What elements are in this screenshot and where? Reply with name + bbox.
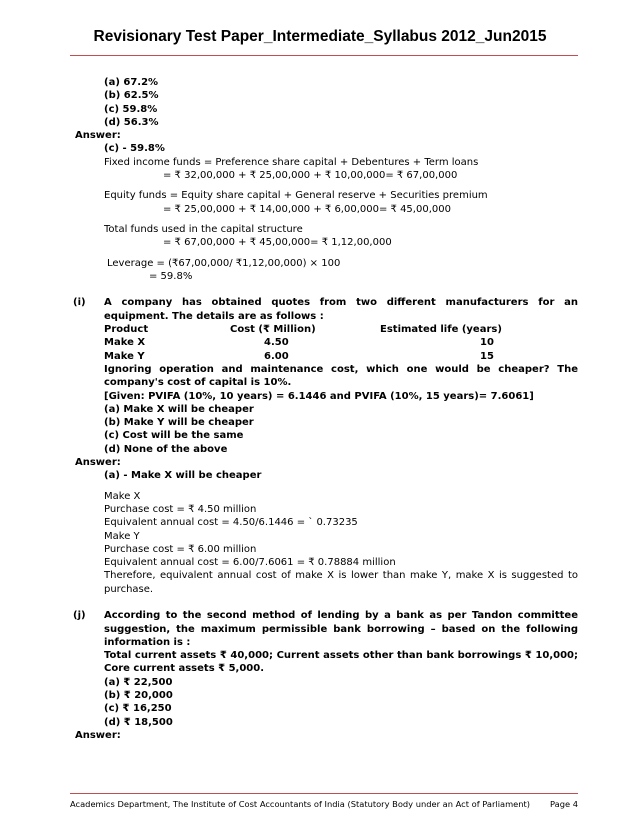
option-d: (d) None of the above xyxy=(104,443,228,455)
page-number: Page 4 xyxy=(549,799,578,809)
given-values: [Given: PVIFA (10%, 10 years) = 6.1446 and PVIFA (10%, 15 years)= 7.6061] xyxy=(104,390,534,402)
footer-text: Academics Department, The Institute of Cost Accountants of India (Statutory Body under an Act of Parliament) xyxy=(70,799,531,809)
question-label: (j) xyxy=(73,610,86,622)
answer-label: Answer: xyxy=(75,457,121,469)
solution-line: Equivalent annual cost = 4.50/6.1446 = ` 0.73235 xyxy=(104,517,358,529)
option-a: (a) ₹ 22,500 xyxy=(104,676,173,688)
page-header-title: Revisionary Test Paper_Intermediate_Syllabus 2012_Jun2015 xyxy=(93,28,547,45)
option-d: (d) 56.3% xyxy=(104,116,159,128)
page-footer xyxy=(70,799,578,809)
option-b: (b) 62.5% xyxy=(104,90,159,102)
answer-value: (c) - 59.8% xyxy=(104,143,165,155)
table-cell: Make X xyxy=(104,337,146,349)
question-label: (i) xyxy=(73,297,86,309)
solution-line: = ₹ 25,00,000 + ₹ 14,00,000 + ₹ 6,00,000= ₹ 45,00,000 xyxy=(163,203,451,215)
answer-label: Answer: xyxy=(75,729,121,741)
table-header: Estimated life (years) xyxy=(380,324,502,336)
answer-label: Answer: xyxy=(75,130,121,142)
solution-line: = 59.8% xyxy=(149,270,193,282)
footer-divider xyxy=(70,793,578,794)
option-a: (a) 67.2% xyxy=(104,77,159,88)
solution-line: Make X xyxy=(104,490,141,502)
option-a: (a) Make X will be cheaper xyxy=(104,403,254,415)
solution-line: Fixed income funds = Preference share capital + Debentures + Term loans xyxy=(104,156,479,168)
option-c: (c) 59.8% xyxy=(104,103,158,115)
table-header: Product xyxy=(104,324,149,336)
solution-line: Leverage = (₹67,00,000/ ₹1,12,00,000) × 100 xyxy=(107,257,341,269)
solution-line: Equity funds = Equity share capital + General reserve + Securities premium xyxy=(104,190,488,202)
solution-line: Purchase cost = ₹ 6.00 million xyxy=(104,543,257,555)
table-row xyxy=(104,350,578,363)
solution-line: = ₹ 67,00,000 + ₹ 45,00,000= ₹ 1,12,00,000 xyxy=(163,237,392,249)
option-c: (c) Cost will be the same xyxy=(104,430,244,442)
table-header: Cost (₹ Million) xyxy=(230,324,316,336)
table-cell: 4.50 xyxy=(264,337,289,349)
question-text: A company has obtained quotes from two different manufacturers for an equipment. The details are as follows : xyxy=(104,297,578,322)
header-divider xyxy=(70,55,578,56)
question-j xyxy=(75,609,578,729)
question-text: According to the second method of lending by a bank as per Tandon committee suggestion, the maximum permissible bank borrowing – based on the following information is : xyxy=(104,610,578,648)
question-text: Total current assets ₹ 40,000; Current assets other than bank borrowings ₹ 10,000; Core current assets ₹ 5,000. xyxy=(104,650,578,675)
solution-line: Total funds used in the capital structure xyxy=(104,223,303,235)
table-cell: Make Y xyxy=(104,350,145,362)
table-cell: 10 xyxy=(480,337,494,349)
question-text: Ignoring operation and maintenance cost, which one would be cheaper? The company's cost of capital is 10%. xyxy=(104,363,578,389)
question-i xyxy=(75,296,578,456)
solution-line: Make Y xyxy=(104,530,140,542)
table-header-row xyxy=(104,323,578,336)
page-body xyxy=(75,76,578,742)
table-cell: 15 xyxy=(480,350,494,362)
table-row xyxy=(104,336,578,349)
answer-value: (a) - Make X will be cheaper xyxy=(104,470,262,482)
option-b: (b) Make Y will be cheaper xyxy=(104,417,254,429)
solution-line: = ₹ 32,00,000 + ₹ 25,00,000 + ₹ 10,00,000= ₹ 67,00,000 xyxy=(163,170,458,182)
option-b: (b) ₹ 20,000 xyxy=(104,690,173,702)
option-d: (d) ₹ 18,500 xyxy=(104,716,173,728)
solution-line: Equivalent annual cost = 6.00/7.6061 = ₹ 0.78884 million xyxy=(104,557,396,569)
solution-conclusion: Therefore, equivalent annual cost of make X is lower than make Y, make X is suggested to purchase. xyxy=(104,570,578,595)
option-c: (c) ₹ 16,250 xyxy=(104,703,172,715)
table-cell: 6.00 xyxy=(264,350,289,362)
solution-line: Purchase cost = ₹ 4.50 million xyxy=(104,503,257,515)
